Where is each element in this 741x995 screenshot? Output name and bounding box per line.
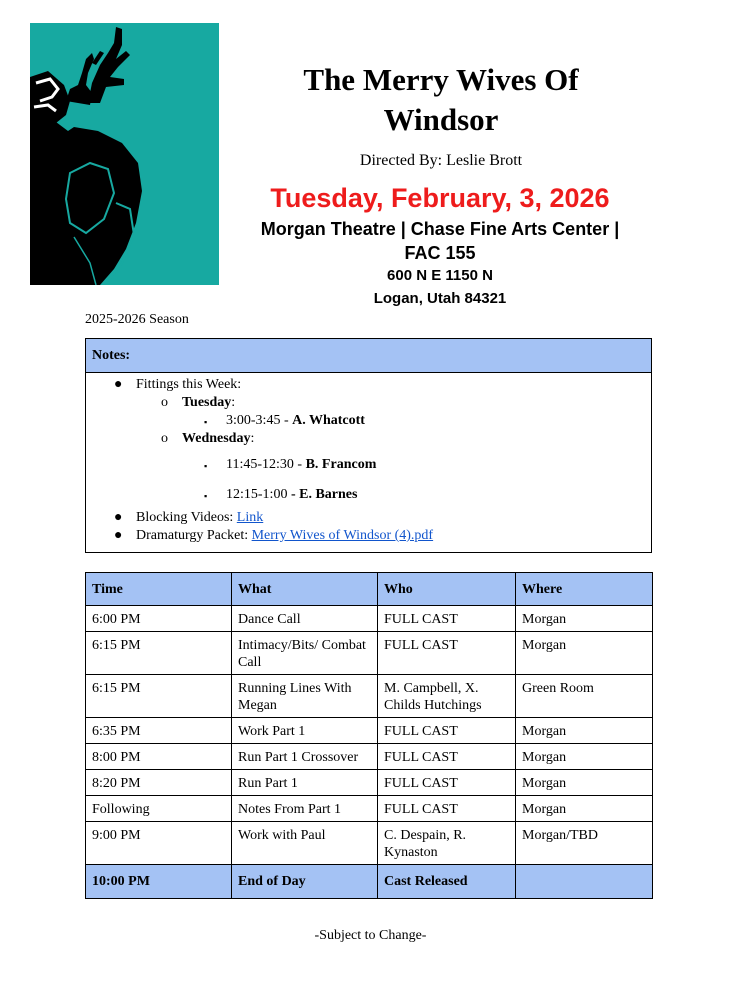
cell-what: End of Day xyxy=(232,865,378,899)
fitting-time: 12:15-1:00 xyxy=(226,487,291,502)
venue-line2: FAC 155 xyxy=(404,243,476,263)
square-bullet-icon: ▪ xyxy=(204,417,208,427)
column-header-what: What xyxy=(232,573,378,606)
cell-what: Run Part 1 Crossover xyxy=(232,744,378,770)
address-street: 600 N E 1150 N xyxy=(387,267,493,284)
cell-who: FULL CAST xyxy=(378,632,516,675)
cell-what: Dance Call xyxy=(232,606,378,632)
cell-where: Morgan xyxy=(516,606,653,632)
cell-who: FULL CAST xyxy=(378,744,516,770)
sub-bullet-icon: o xyxy=(161,395,168,410)
stag-silhouette-icon xyxy=(30,23,219,285)
cell-where: Morgan/TBD xyxy=(516,822,653,865)
table-row xyxy=(86,744,653,770)
fittings-label: Fittings this Week: xyxy=(136,377,242,392)
fitting-name: A. Whatcott xyxy=(292,413,365,428)
cell-what: Run Part 1 xyxy=(232,770,378,796)
tuesday-label: Tuesday xyxy=(182,395,232,410)
column-header-who: Who xyxy=(378,573,516,606)
cell-who: FULL CAST xyxy=(378,796,516,822)
cell-time: 8:00 PM xyxy=(86,744,232,770)
director-credit: Directed By: Leslie Brott xyxy=(359,152,523,169)
show-title xyxy=(240,60,642,140)
cell-time: Following xyxy=(86,796,232,822)
cell-who: FULL CAST xyxy=(378,606,516,632)
venue xyxy=(230,217,650,265)
fitting-time: 11:45-12:30 - xyxy=(226,457,306,472)
square-bullet-icon: ▪ xyxy=(204,461,208,471)
cell-where: Morgan xyxy=(516,632,653,675)
bullet-icon: ● xyxy=(114,377,123,392)
table-row xyxy=(86,675,653,718)
cell-what: Running Lines With Megan xyxy=(232,675,378,718)
cell-where: Morgan xyxy=(516,770,653,796)
table-row xyxy=(86,796,653,822)
table-row xyxy=(86,822,653,865)
cell-who: M. Campbell, X. Childs Hutchings xyxy=(378,675,516,718)
address-city: Logan, Utah 84321 xyxy=(373,290,507,307)
cell-what: Work with Paul xyxy=(232,822,378,865)
schedule-header-row xyxy=(86,573,653,606)
fitting-day-tuesday xyxy=(182,394,235,412)
cell-where: Morgan xyxy=(516,718,653,744)
fitting-name: B. Francom xyxy=(305,457,377,472)
cell-who: C. Despain, R. Kynaston xyxy=(378,822,516,865)
sub-bullet-icon: o xyxy=(161,431,168,446)
cell-where xyxy=(516,865,653,899)
footer-note: -Subject to Change- xyxy=(314,928,427,943)
column-header-time: Time xyxy=(86,573,232,606)
blocking-videos-label: Blocking Videos: xyxy=(136,510,237,525)
square-bullet-icon: ▪ xyxy=(204,491,208,501)
fitting-name: - E. Barnes xyxy=(290,487,358,502)
dramaturgy-label: Dramaturgy Packet: xyxy=(136,528,252,543)
season-label: 2025-2026 Season xyxy=(85,312,189,327)
table-row xyxy=(86,606,653,632)
show-title-line1: The Merry Wives Of xyxy=(303,62,579,97)
cell-where: Green Room xyxy=(516,675,653,718)
cell-time: 10:00 PM xyxy=(86,865,232,899)
fitting-wednesday-1 xyxy=(226,456,376,474)
cell-what: Intimacy/Bits/ Combat Call xyxy=(232,632,378,675)
show-title-line2: Windsor xyxy=(383,102,499,137)
venue-line1: Morgan Theatre | Chase Fine Arts Center | xyxy=(260,219,620,239)
fitting-wednesday-2 xyxy=(226,486,357,504)
bullet-icon: ● xyxy=(114,528,123,543)
colon: : xyxy=(250,431,255,446)
rehearsal-date: Tuesday, February, 3, 2026 xyxy=(270,183,610,213)
cell-what: Notes From Part 1 xyxy=(232,796,378,822)
cell-time: 6:15 PM xyxy=(86,675,232,718)
bullet-icon: ● xyxy=(114,510,123,525)
blocking-videos-link[interactable]: Link xyxy=(236,510,264,525)
fitting-day-wednesday xyxy=(182,430,254,448)
table-row xyxy=(86,770,653,796)
cell-time: 6:35 PM xyxy=(86,718,232,744)
colon: : xyxy=(231,395,236,410)
fitting-tuesday-1 xyxy=(226,412,365,430)
cell-where: Morgan xyxy=(516,796,653,822)
cell-who: FULL CAST xyxy=(378,770,516,796)
cell-what: Work Part 1 xyxy=(232,718,378,744)
table-row xyxy=(86,718,653,744)
cell-time: 6:00 PM xyxy=(86,606,232,632)
cell-time: 9:00 PM xyxy=(86,822,232,865)
cell-where: Morgan xyxy=(516,744,653,770)
notes-heading: Notes: xyxy=(86,339,651,373)
cell-time: 8:20 PM xyxy=(86,770,232,796)
end-of-day-row xyxy=(86,865,653,899)
cell-time: 6:15 PM xyxy=(86,632,232,675)
column-header-where: Where xyxy=(516,573,653,606)
cell-who: FULL CAST xyxy=(378,718,516,744)
dramaturgy-link[interactable]: Merry Wives of Windsor (4).pdf xyxy=(251,528,434,543)
schedule-table xyxy=(85,572,653,899)
dramaturgy-item xyxy=(136,527,433,545)
table-row xyxy=(86,632,653,675)
cell-who: Cast Released xyxy=(378,865,516,899)
show-logo xyxy=(30,23,219,285)
blocking-videos-item xyxy=(136,509,263,527)
fitting-time: 3:00-3:45 - xyxy=(226,413,293,428)
wednesday-label: Wednesday xyxy=(182,431,251,446)
notes-box xyxy=(85,338,652,553)
